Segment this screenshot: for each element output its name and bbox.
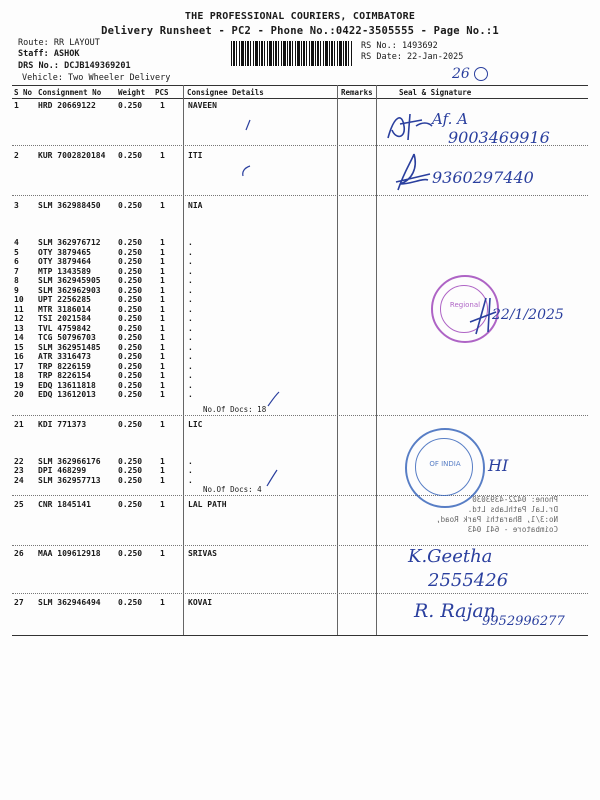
row-weight: 0.250: [118, 305, 143, 314]
row-consignee: .: [188, 466, 193, 475]
row-cons: EDQ 13612013: [38, 390, 96, 399]
row-pcs: 1: [160, 466, 165, 475]
row-consignee: .: [188, 476, 193, 485]
row-weight: 0.250: [118, 276, 143, 285]
row-27-phone: 9952996277: [482, 614, 565, 629]
row-pcs: 1: [160, 333, 165, 342]
table-bottom-rule: [12, 635, 588, 636]
row-cons: OTY 3879464: [38, 257, 91, 266]
row-pcs: 1: [160, 500, 165, 509]
row-2-phone: 9360297440: [432, 168, 534, 187]
row-cons: OTY 3879465: [38, 248, 91, 257]
row-sno: 21: [14, 420, 24, 429]
route-label: Route:: [18, 38, 49, 48]
row-sno: 22: [14, 457, 24, 466]
row-consignee: NAVEEN: [188, 101, 217, 110]
signature-row-2: [390, 150, 436, 196]
row-consignee: .: [188, 457, 193, 466]
row-sno: 3: [14, 201, 19, 210]
row-pcs: 1: [160, 101, 165, 110]
row-pcs: 1: [160, 248, 165, 257]
row-consignee: .: [188, 295, 193, 304]
route-line: [18, 38, 100, 48]
row-consignee: .: [188, 267, 193, 276]
rs-number: RS No.: 1493692: [361, 41, 438, 51]
row-27-name: R. Rajan: [414, 600, 496, 622]
row-weight: 0.250: [118, 500, 143, 509]
row-cons: MAA 109612918: [38, 549, 101, 558]
row-weight: 0.250: [118, 371, 143, 380]
row-weight: 0.250: [118, 267, 143, 276]
row-weight: 0.250: [118, 248, 143, 257]
row-cons: SLM 362946494: [38, 598, 101, 607]
row-separator: [12, 593, 588, 594]
row-pcs: 1: [160, 343, 165, 352]
row-sno: 5: [14, 248, 19, 257]
row-weight: 0.250: [118, 476, 143, 485]
row-sno: 24: [14, 476, 24, 485]
row-cons: TCG 50796703: [38, 333, 96, 342]
row-consignee: .: [188, 333, 193, 342]
nia-date: 22/1/2025: [492, 307, 564, 323]
row-sno: 2: [14, 151, 19, 160]
row-pcs: 1: [160, 314, 165, 323]
rs-date: RS Date: 22-Jan-2025: [361, 52, 464, 62]
row-cons: MTR 3186014: [38, 305, 91, 314]
row-sno: 7: [14, 267, 19, 276]
row-weight: 0.250: [118, 238, 143, 247]
row-weight: 0.250: [118, 151, 143, 160]
row-pcs: 1: [160, 201, 165, 210]
row-consignee: .: [188, 390, 193, 399]
row-cons: UPT 2256285: [38, 295, 91, 304]
row-consignee: .: [188, 314, 193, 323]
handwritten-count-text: 26: [452, 66, 470, 82]
row-weight: 0.250: [118, 286, 143, 295]
col-seal: Seal & Signature: [399, 88, 472, 97]
row-cons: ATR 3316473: [38, 352, 91, 361]
row-sno: 18: [14, 371, 24, 380]
row-pcs: 1: [160, 305, 165, 314]
row-cons: DPI 468299: [38, 466, 87, 475]
row-cons: TRP 8226159: [38, 362, 91, 371]
row-weight: 0.250: [118, 598, 143, 607]
row-weight: 0.250: [118, 343, 143, 352]
row-cons: TSI 2021584: [38, 314, 91, 323]
row-consignee: .: [188, 324, 193, 333]
row-consignee: .: [188, 343, 193, 352]
row-cons: TRP 8226154: [38, 371, 91, 380]
row-weight: 0.250: [118, 324, 143, 333]
row-pcs: 1: [160, 476, 165, 485]
row-pcs: 1: [160, 420, 165, 429]
row-cons: KDI 771373: [38, 420, 87, 429]
row-sno: 8: [14, 276, 19, 285]
row-weight: 0.250: [118, 390, 143, 399]
tick-mark: [240, 118, 254, 132]
row-pcs: 1: [160, 257, 165, 266]
row-consignee: LIC: [188, 420, 203, 429]
col-sno: S No: [14, 88, 33, 97]
table-header-rule: [12, 98, 588, 99]
row-sno: 1: [14, 101, 19, 110]
staff-line: [18, 49, 79, 59]
row-cons: SLM 362966176: [38, 457, 101, 466]
col-remarks: Remarks: [341, 88, 373, 97]
row-weight: 0.250: [118, 362, 143, 371]
tick-mark: [264, 468, 280, 488]
row-sno: 20: [14, 390, 24, 399]
row-consignee: NIA: [188, 201, 203, 210]
staff-value: ASHOK: [53, 49, 80, 59]
nia-doc-count: No.Of Docs: 18: [203, 405, 267, 414]
row-weight: 0.250: [118, 257, 143, 266]
row-sno: 19: [14, 381, 24, 390]
row-26-number: 2555426: [428, 570, 509, 591]
row-weight: 0.250: [118, 457, 143, 466]
row-pcs: 1: [160, 352, 165, 361]
row-sno: 26: [14, 549, 24, 558]
row-cons: SLM 362945905: [38, 276, 101, 285]
row-pcs: 1: [160, 324, 165, 333]
row-weight: 0.250: [118, 549, 143, 558]
row-pcs: 1: [160, 151, 165, 160]
row-cons: KUR 7002820184: [38, 151, 106, 160]
vehicle-line: Vehicle: Two Wheeler Delivery: [22, 73, 171, 83]
nia-stamp-text: Regional: [449, 301, 481, 309]
row-pcs: 1: [160, 238, 165, 247]
row-separator: [12, 545, 588, 546]
row-sno: 27: [14, 598, 24, 607]
row-sno: 10: [14, 295, 24, 304]
row-consignee: .: [188, 248, 193, 257]
row-pcs: 1: [160, 549, 165, 558]
row-sno: 12: [14, 314, 24, 323]
row-weight: 0.250: [118, 381, 143, 390]
lal-stamp-line: Coimbatore - 641 043: [467, 525, 558, 534]
row-pcs: 1: [160, 371, 165, 380]
lal-stamp-line: No:3/1, Bharathi Park Road,: [436, 515, 558, 524]
row-26-name: K.Geetha: [408, 546, 493, 567]
row-weight: 0.250: [118, 201, 143, 210]
row-sno: 4: [14, 238, 19, 247]
barcode-image: [231, 41, 352, 66]
drs-label: DRS No.:: [18, 61, 59, 71]
row-weight: 0.250: [118, 352, 143, 361]
row-cons: TVL 4759842: [38, 324, 91, 333]
row-weight: 0.250: [118, 420, 143, 429]
row-cons: CNR 1845141: [38, 500, 91, 509]
row-sno: 15: [14, 343, 24, 352]
route-value: RR LAYOUT: [53, 38, 100, 48]
row-sno: 13: [14, 324, 24, 333]
drs-value: DCJB149369201: [64, 61, 131, 71]
row-cons: SLM 362988450: [38, 201, 101, 210]
company-title: THE PROFESSIONAL COURIERS, COIMBATORE: [184, 11, 416, 22]
row-pcs: 1: [160, 362, 165, 371]
row-1-sig-text: Af. A: [432, 110, 468, 128]
row-consignee: .: [188, 362, 193, 371]
seal-col-rule: [376, 85, 377, 635]
row-cons: EDQ 13611818: [38, 381, 96, 390]
staff-label: Staff:: [18, 49, 49, 59]
row-pcs: 1: [160, 390, 165, 399]
lal-stamp-line: Phone: 0422-4393030: [472, 495, 558, 504]
row-cons: MTP 1343589: [38, 267, 91, 276]
row-cons: HRD 20669122: [38, 101, 96, 110]
col-consignment: Consignment No: [38, 88, 102, 97]
tick-mark: [265, 390, 281, 408]
col-weight: Weight: [118, 88, 146, 97]
row-consignee: LAL PATH: [188, 500, 227, 509]
row-consignee: SRIVAS: [188, 549, 217, 558]
row-consignee: .: [188, 381, 193, 390]
row-consignee: .: [188, 276, 193, 285]
row-cons: SLM 362957713: [38, 476, 101, 485]
row-sno: 25: [14, 500, 24, 509]
row-sno: 16: [14, 352, 24, 361]
row-consignee: .: [188, 257, 193, 266]
row-cons: SLM 362962903: [38, 286, 101, 295]
row-separator: [12, 415, 588, 416]
row-sno: 6: [14, 257, 19, 266]
row-pcs: 1: [160, 598, 165, 607]
row-sno: 14: [14, 333, 24, 342]
row-separator: [12, 195, 588, 196]
lic-mark: HI: [488, 456, 509, 475]
row-pcs: 1: [160, 381, 165, 390]
row-cons: SLM 362951485: [38, 343, 101, 352]
drs-line: [18, 61, 131, 71]
row-sno: 23: [14, 466, 24, 475]
row-consignee: ITI: [188, 151, 203, 160]
row-weight: 0.250: [118, 314, 143, 323]
lal-path-stamp: [378, 495, 558, 535]
row-consignee: KOVAI: [188, 598, 213, 607]
row-consignee: .: [188, 352, 193, 361]
row-sno: 11: [14, 305, 24, 314]
row-pcs: 1: [160, 276, 165, 285]
remarks-col-rule: [337, 85, 338, 635]
row-pcs: 1: [160, 295, 165, 304]
row-sno: 9: [14, 286, 19, 295]
row-weight: 0.250: [118, 333, 143, 342]
row-1-phone: 9003469916: [448, 128, 550, 147]
row-sno: 17: [14, 362, 24, 371]
col-pcs: PCS: [155, 88, 169, 97]
row-pcs: 1: [160, 286, 165, 295]
row-consignee: .: [188, 286, 193, 295]
col-consignee: Consignee Details: [187, 88, 264, 97]
row-weight: 0.250: [118, 101, 143, 110]
row-consignee: .: [188, 371, 193, 380]
row-cons: SLM 362976712: [38, 238, 101, 247]
row-pcs: 1: [160, 457, 165, 466]
consignee-col-rule: [183, 85, 184, 635]
row-weight: 0.250: [118, 295, 143, 304]
runsheet-title: Delivery Runsheet - PC2 - Phone No.:0422-3505555 - Page No.:1: [101, 25, 499, 37]
tick-mark: [238, 164, 252, 178]
lic-doc-count: No.Of Docs: 4: [203, 485, 262, 494]
lal-stamp-line: Dr.Lal PathLabs Ltd.: [467, 505, 558, 514]
handwritten-count: [452, 66, 488, 82]
row-consignee: .: [188, 305, 193, 314]
row-weight: 0.250: [118, 466, 143, 475]
row-pcs: 1: [160, 267, 165, 276]
table-top-rule: [12, 85, 588, 86]
row-consignee: .: [188, 238, 193, 247]
lic-stamp-text: OF INDIA: [429, 460, 461, 468]
